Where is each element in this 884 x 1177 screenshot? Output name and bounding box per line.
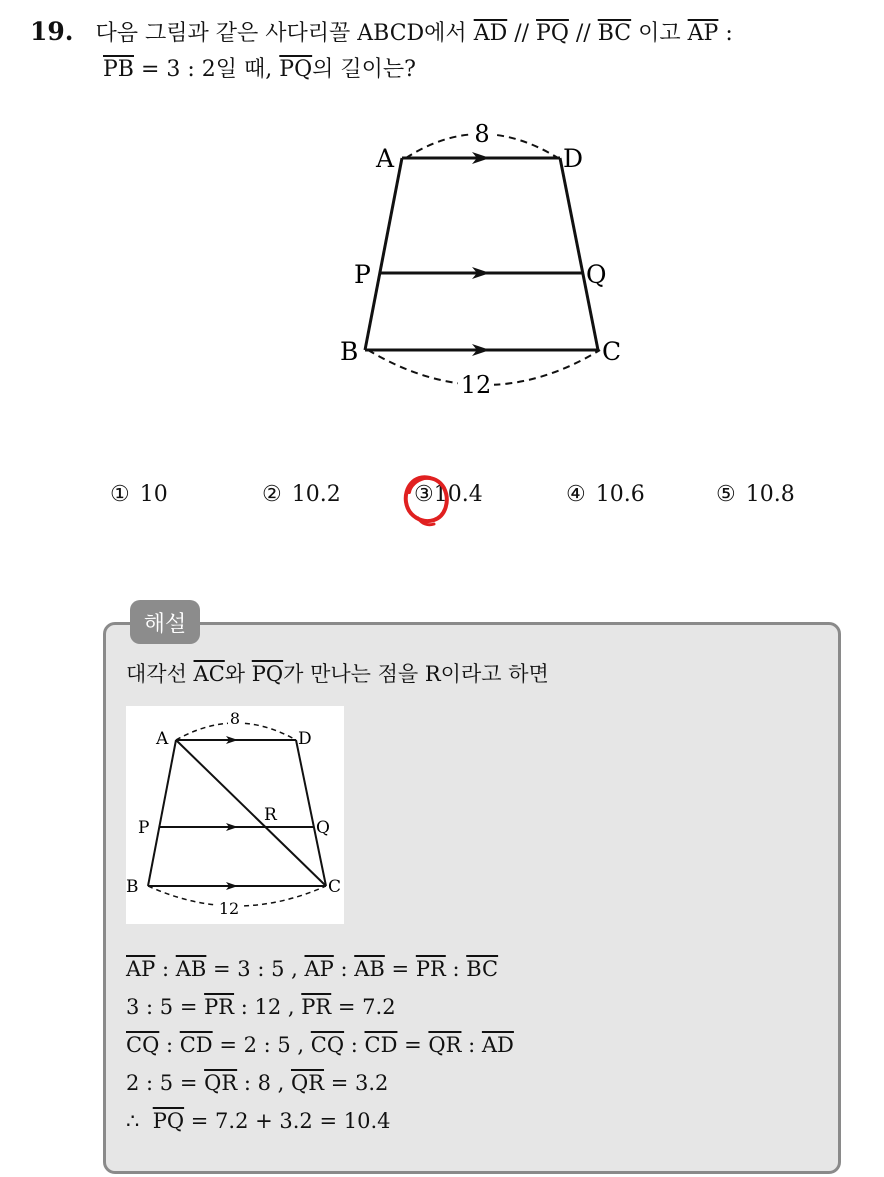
choice-4[interactable] <box>566 482 645 507</box>
seg: $\overline{AB}$ <box>354 957 385 981</box>
solution-diagram <box>126 706 344 924</box>
trapezoid-diagram <box>320 110 640 410</box>
intro-text-b: 와 <box>224 662 246 686</box>
seg: $\overline{AP}$ <box>304 957 334 981</box>
step-text: 2 : 5 = <box>126 1071 198 1095</box>
choice-value: 10.6 <box>595 482 645 507</box>
step-text: = 3.2 <box>330 1071 389 1095</box>
step-1: $\overline{AP}$ : $\overline{AB} = 3$ : 5 , $\overline{AP}$ : $\overline{AB} = \overline{PR}$ : $\overline{BC}$ <box>126 957 499 981</box>
label-a: A <box>156 729 169 749</box>
question <box>30 14 870 88</box>
side-ab <box>365 158 402 350</box>
label-a: A <box>376 144 395 173</box>
segment-pq: $\overline{PQ}$ <box>536 21 569 46</box>
choice-marker: ④ <box>566 482 586 507</box>
step-text: 3 : 5 = <box>126 995 198 1019</box>
question-number: 19. <box>30 17 74 46</box>
step-text: : 12 , <box>240 995 295 1019</box>
step-4 <box>126 1064 514 1102</box>
step-text: : 8 , <box>243 1071 285 1095</box>
segment-bc: $\overline{BC}$ <box>597 21 632 46</box>
parallel-symbol: // <box>514 21 530 46</box>
solution-intro <box>126 658 549 688</box>
choice-5[interactable] <box>716 482 795 507</box>
choice-marker: ③ <box>414 482 434 507</box>
question-text-b: 이고 <box>638 21 681 46</box>
seg: $\overline{PR}$ <box>204 995 235 1019</box>
segment-ap: $\overline{AP}$ <box>687 21 719 46</box>
seg: $\overline{QR}$ <box>204 1071 238 1095</box>
segment-ad: $\overline{AD}$ <box>473 21 508 46</box>
label-bottom-length: 12 <box>460 371 492 399</box>
label-d: D <box>298 729 312 749</box>
label-c: C <box>328 877 342 897</box>
label-r: R <box>264 805 277 825</box>
step-text: = <box>404 1033 422 1057</box>
label-top-length: 8 <box>229 709 241 728</box>
therefore-symbol: ∴ <box>126 1109 140 1133</box>
step-text: = 3 : 5 , <box>213 957 298 981</box>
choice-value: 10 <box>139 482 168 507</box>
step-text: = 7.2 + 3.2 = 10.4 <box>190 1109 391 1133</box>
seg: $\overline{PQ}$ <box>152 1109 185 1133</box>
solution-figure <box>126 706 344 924</box>
intro-text-c: 가 만나는 점을 R이라고 하면 <box>283 662 549 686</box>
seg: $\overline{CQ}$ <box>310 1033 345 1057</box>
label-q: Q <box>316 818 330 838</box>
step-text: = 7.2 <box>337 995 396 1019</box>
red-circle-stroke <box>406 477 447 521</box>
label-p: P <box>354 260 371 289</box>
label-c: C <box>602 337 622 366</box>
segment-ac: $\overline{AC}$ <box>193 662 225 686</box>
seg: $\overline{CD}$ <box>179 1033 213 1057</box>
choice-marker: ⑤ <box>716 482 736 507</box>
seg: $\overline{QR}$ <box>290 1071 325 1095</box>
seg: $\overline{AP}$ <box>126 957 156 981</box>
seg: $\overline{QR}$ <box>428 1033 462 1057</box>
label-b: B <box>340 337 359 366</box>
ratio-colon: : <box>725 21 733 46</box>
segment-pq: $\overline{PQ}$ <box>251 662 284 686</box>
question-text-c: = 3 : 2일 때, <box>140 57 273 82</box>
segment-pb: $\overline{PB}$ <box>103 57 134 82</box>
solution-steps <box>126 950 514 1140</box>
seg: $\overline{AB}$ <box>175 957 207 981</box>
answer-circle-mark <box>400 472 452 528</box>
label-bottom-length: 12 <box>218 899 240 918</box>
solution-tag: 해설 <box>130 600 200 644</box>
label-b: B <box>126 877 139 897</box>
choice-marker: ① <box>110 482 130 507</box>
choice-value: 10.8 <box>745 482 795 507</box>
seg: $\overline{BC}$ <box>466 957 499 981</box>
step-text: = <box>391 957 410 981</box>
seg: $\overline{AD}$ <box>481 1033 514 1057</box>
step-2 <box>126 988 514 1026</box>
question-line-1 <box>30 14 870 52</box>
choice-value: 10.2 <box>291 482 341 507</box>
label-p: P <box>138 818 150 838</box>
choice-value: 10.4 <box>433 482 483 507</box>
seg: $\overline{PR}$ <box>301 995 332 1019</box>
step-text: = 2 : 5 , <box>219 1033 305 1057</box>
question-text-a: 다음 그림과 같은 사다리꼴 ABCD에서 <box>95 21 467 46</box>
trapezoid-figure <box>320 110 640 410</box>
parallel-symbol: // <box>575 21 591 46</box>
diagonal-ac <box>176 740 326 886</box>
label-q: Q <box>586 260 607 289</box>
seg: $\overline{PR}$ <box>415 957 446 981</box>
label-d: D <box>563 144 584 173</box>
step-3: $\overline{CQ}$ : $\overline{CD} = 2$ : 5 , $\overline{CQ}$ : $\overline{CD} = \overline{QR}$ : $\overline{AD}$ <box>126 1033 514 1057</box>
choice-marker: ② <box>262 482 282 507</box>
seg: $\overline{CQ}$ <box>126 1033 160 1057</box>
step-5 <box>126 1102 514 1140</box>
question-text-d: 의 길이는? <box>312 57 416 82</box>
choice-1[interactable] <box>110 482 168 507</box>
label-top-length: 8 <box>474 120 490 148</box>
seg: $\overline{CD}$ <box>364 1033 398 1057</box>
segment-pq: $\overline{PQ}$ <box>279 57 313 82</box>
intro-text-a: 대각선 <box>126 662 187 686</box>
choice-2[interactable] <box>262 482 341 507</box>
side-dc <box>560 158 598 350</box>
question-line-2 <box>30 52 870 88</box>
